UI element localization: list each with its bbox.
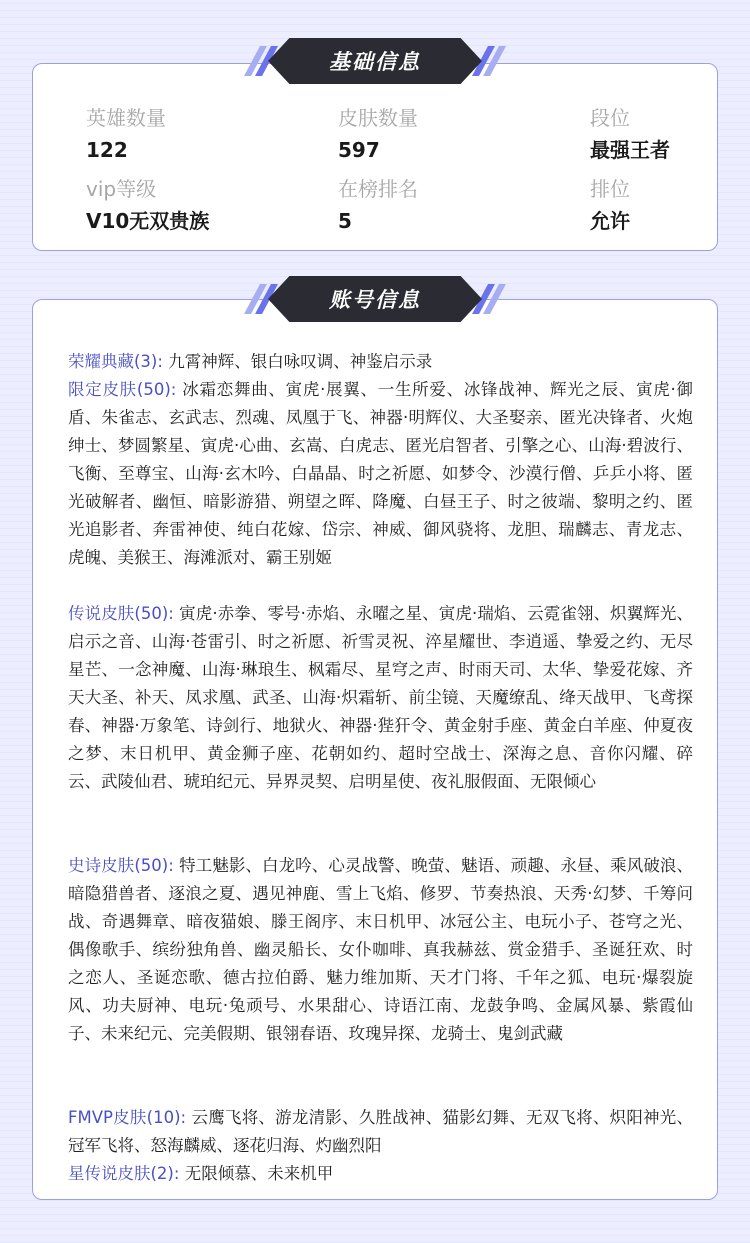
- leaderboard-rank-label: 在榜排名: [338, 177, 418, 201]
- skin-group-line: [68, 376, 693, 572]
- legend-skins-section: [68, 600, 693, 796]
- fmvp-skins-section: [68, 1104, 693, 1188]
- skin-group-line: [68, 600, 693, 796]
- account-info-banner: [268, 276, 482, 322]
- skin-count-stat: [338, 106, 418, 162]
- skin-group-label: FMVP皮肤(10):: [68, 1108, 187, 1127]
- skin-group-label: 史诗皮肤(50):: [68, 856, 174, 875]
- basic-info-title: 基础信息: [329, 50, 421, 74]
- glory-collection-section: [68, 348, 693, 572]
- ranked-allowed-label: 排位: [590, 177, 630, 201]
- ranked-allowed-value: 允许: [590, 209, 630, 233]
- skin-group-items: 寅虎·赤拳、零号·赤焰、永曜之星、寅虎·瑞焰、云霓雀翎、炽翼辉光、启示之音、山海·苍雷引、时之祈愿、祈雪灵祝、淬星耀世、李逍遥、挚爱之约、无尽星芒、一念神魔、山海·琳琅生、枫霜尽、星穹之声、时雨天司、太华、挚爱花嫁、齐天大圣、补天、凤求凰、武圣、山海·炽霜斩、前尘镜、天魔缭乱、绛天战甲、飞鸢探春、神器·万象笔、诗剑行、地狱火、神器·狴犴令、黄金射手座、黄金白羊座、仲夏夜之梦、末日机甲、黄金狮子座、花朝如约、超时空战士、深海之息、音你闪耀、碎云、武陵仙君、琥珀纪元、异界灵契、启明星使、夜礼服假面、无限倾心: [68, 604, 693, 791]
- account-info-title: 账号信息: [329, 288, 421, 312]
- ranked-allowed-stat: [590, 177, 630, 233]
- skin-group-label: 荣耀典藏(3):: [68, 352, 163, 371]
- rank-tier-stat: [590, 106, 670, 162]
- skin-group-items: 冰霜恋舞曲、寅虎·展翼、一生所爱、冰锋战神、辉光之辰、寅虎·御盾、朱雀志、玄武志、烈魂、凤凰于飞、神器·明辉仪、大圣娶亲、匿光决锋者、火炮绅士、梦圆繁星、寅虎·心曲、玄嵩、白虎志、匿光启智者、引擎之心、山海·碧波行、飞衡、至尊宝、山海·玄木吟、白晶晶、时之祈愿、如梦令、沙漠行僧、乒乒小将、匿光破解者、幽恒、暗影游猎、朔望之晖、降魔、白昼王子、时之彼端、黎明之约、匿光追影者、奔雷神使、纯白花嫁、岱宗、神威、御风骁将、龙胆、瑞麟志、青龙志、虎魄、美猴王、海滩派对、霸王别姬: [68, 380, 693, 567]
- skin-group-items: 九霄神辉、银白咏叹调、神鉴启示录: [168, 352, 433, 371]
- vip-level-stat: [86, 177, 209, 233]
- rank-tier-label: 段位: [590, 106, 630, 130]
- skin-group-line: [68, 852, 693, 1048]
- skin-group-items: 云鹰飞将、游龙清影、久胜战神、猫影幻舞、无双飞将、炽阳神光、冠军飞将、怒海麟威、逐花归海、灼幽烈阳: [68, 1108, 693, 1155]
- hero-count-value: 122: [86, 138, 128, 162]
- skin-group-items: 无限倾慕、未来机甲: [184, 1164, 334, 1183]
- skin-group-line: [68, 1160, 693, 1188]
- leaderboard-rank-value: 5: [338, 209, 352, 233]
- skin-group-line: [68, 1104, 693, 1160]
- skin-group-label: 限定皮肤(50):: [68, 380, 177, 399]
- vip-level-label: vip等级: [86, 177, 157, 201]
- hero-count-stat: [86, 106, 166, 162]
- skin-group-label: 星传说皮肤(2):: [68, 1164, 180, 1183]
- skin-group-items: 特工魅影、白龙吟、心灵战警、晚萤、魅语、顽趣、永昼、乘风破浪、暗隐猎兽者、逐浪之夏、遇见神鹿、雪上飞焰、修罗、节奏热浪、天秀·幻梦、千筹问战、奇遇舞章、暗夜猫娘、滕王阁序、末日机甲、冰冠公主、电玩小子、苍穹之光、偶像歌手、缤纷独角兽、幽灵船长、女仆咖啡、真我赫兹、赏金猎手、圣诞狂欢、时之恋人、圣诞恋歌、德古拉伯爵、魅力维加斯、天才门将、千年之狐、电玩·爆裂旋风、功夫厨神、电玩·兔顽号、水果甜心、诗语江南、龙鼓争鸣、金属风暴、紫霞仙子、未来纪元、完美假期、银翎春语、玫瑰异探、龙骑士、鬼剑武藏: [68, 856, 694, 1043]
- rank-tier-value: 最强王者: [590, 138, 670, 162]
- basic-info-card: [32, 63, 718, 251]
- hero-count-label: 英雄数量: [86, 106, 166, 130]
- skin-group-label: 传说皮肤(50):: [68, 604, 174, 623]
- vip-level-value: V10无双贵族: [86, 209, 210, 233]
- leaderboard-rank-stat: [338, 177, 418, 233]
- epic-skins-section: [68, 852, 693, 1048]
- skin-count-value: 597: [338, 138, 380, 162]
- basic-info-banner: [268, 38, 482, 84]
- skin-count-label: 皮肤数量: [338, 106, 418, 130]
- skin-group-line: [68, 348, 693, 376]
